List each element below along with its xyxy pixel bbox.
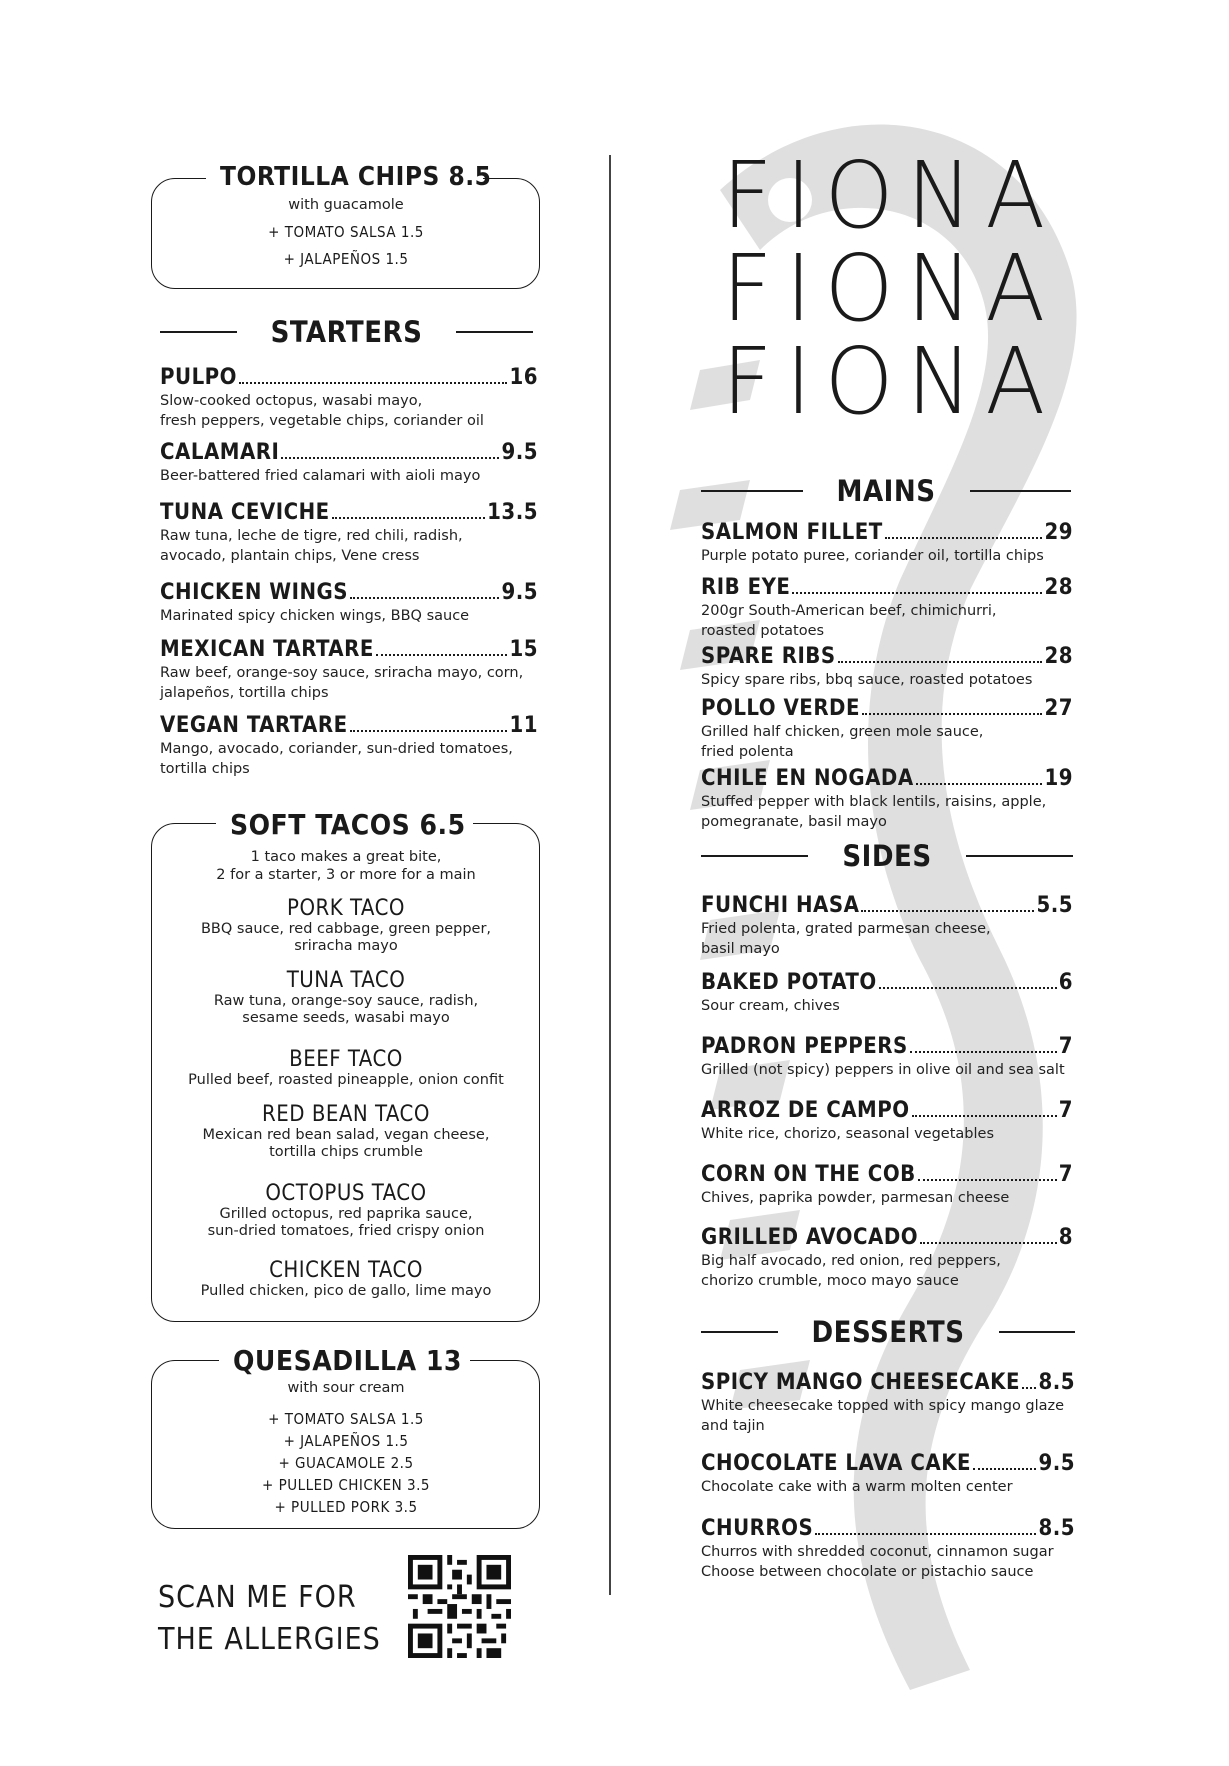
item-desc: Spicy spare ribs, bbq sauce, roasted potatoes [701,672,1033,688]
section-title: MAINS [836,474,936,508]
item-price: 29 [1044,520,1073,545]
menu-item [701,696,1073,761]
taco-item [151,1047,541,1089]
item-price: 8.5 [1038,1370,1075,1395]
menu-item [701,1034,1073,1079]
quesadilla-addon: + TOMATO SALSA 1.5 [268,1410,424,1428]
item-name: CHURROS [701,1516,814,1541]
taco-item [151,1181,541,1240]
item-desc: Marinated spicy chicken wings, BBQ sauce [160,608,470,624]
item-price: 9.5 [501,440,538,465]
item-name: VEGAN TARTARE [160,713,348,738]
taco-desc: sriracha mayo [294,938,398,954]
item-desc: and tajin [701,1418,765,1434]
tacos-intro: 1 taco makes a great bite, [250,849,442,865]
item-desc: Stuffed pepper with black lentils, raisins, apple, [701,794,1047,810]
item-desc: fresh peppers, vegetable chips, coriander oil [160,413,484,429]
section-title: SIDES [842,839,932,873]
item-desc: Slow-cooked octopus, wasabi mayo, [160,393,423,409]
item-name: PADRON PEPPERS [701,1034,908,1059]
menu-item [160,440,538,485]
item-desc: Raw beef, orange-soy sauce, sriracha mayo, corn, [160,665,524,681]
section-title: DESSERTS [811,1315,965,1349]
quesadilla-subtitle: with sour cream [287,1380,405,1396]
item-desc: jalapeños, tortilla chips [160,685,329,701]
item-desc: Chocolate cake with a warm molten center [701,1479,1013,1495]
menu-item [160,500,538,565]
menu-item [701,520,1073,565]
item-desc: Chives, paprika powder, parmesan cheese [701,1190,1010,1206]
item-price: 7 [1058,1034,1073,1059]
item-desc: Raw tuna, leche de tigre, red chili, radish, [160,528,463,544]
menu-item [160,637,538,702]
menu-item [160,713,538,778]
item-price: 9.5 [501,580,538,605]
item-name: SALMON FILLET [701,520,883,545]
menu-item [160,365,538,430]
item-price: 5.5 [1036,893,1073,918]
item-name: FUNCHI HASA [701,893,860,918]
item-desc: Purple potato puree, coriander oil, tortilla chips [701,548,1044,564]
item-name: CALAMARI [160,440,280,465]
item-price: 7 [1058,1162,1073,1187]
item-name: SPICY MANGO CHEESECAKE [701,1370,1021,1395]
taco-item [151,968,541,1027]
item-price: 27 [1044,696,1073,721]
taco-desc: BBQ sauce, red cabbage, green pepper, [200,921,492,937]
menu-item [701,644,1073,689]
taco-desc: sesame seeds, wasabi mayo [242,1010,450,1026]
taco-item [151,896,541,955]
item-price: 6 [1058,970,1073,995]
allergies-line: THE ALLERGIES [158,1622,381,1657]
column-divider [609,155,611,1595]
taco-name: RED BEAN TACO [262,1102,430,1127]
taco-desc: Pulled chicken, pico de gallo, lime mayo [200,1283,492,1299]
item-desc: chorizo crumble, moco mayo sauce [701,1273,959,1289]
menu-item [701,766,1073,831]
item-price: 8 [1058,1225,1073,1250]
taco-item [151,1102,541,1161]
tortilla-addon: + JALAPEÑOS 1.5 [283,250,409,268]
item-name: RIB EYE [701,575,791,600]
item-name: CHILE EN NOGADA [701,766,914,791]
item-desc: Sour cream, chives [701,998,840,1014]
taco-desc: Mexican red bean salad, vegan cheese, [202,1127,490,1143]
taco-name: CHICKEN TACO [269,1258,423,1283]
item-price: 28 [1044,644,1073,669]
item-desc: 200gr South-American beef, chimichurri, [701,603,997,619]
item-name: PULPO [160,365,238,390]
brand-line: FIONA [722,328,1059,435]
item-desc: Mango, avocado, coriander, sun-dried tomatoes, [160,741,513,757]
taco-name: BEEF TACO [289,1047,403,1072]
quesadilla-title: QUESADILLA 13 [219,1344,470,1377]
item-name: CHOCOLATE LAVA CAKE [701,1451,972,1476]
menu-item [701,575,1073,640]
item-desc: Choose between chocolate or pistachio sauce [701,1564,1034,1580]
menu-item [701,970,1073,1015]
item-desc: Grilled half chicken, green mole sauce, [701,724,984,740]
menu-item [701,1451,1075,1496]
quesadilla-addon: + PULLED CHICKEN 3.5 [261,1476,431,1494]
menu-item [701,1225,1073,1290]
menu-item [701,1516,1075,1581]
item-desc: avocado, plantain chips, Vene cress [160,548,420,564]
item-desc: tortilla chips [160,761,250,777]
item-price: 16 [509,365,538,390]
menu-item [701,1370,1075,1435]
item-desc: Churros with shredded coconut, cinnamon sugar [701,1544,1054,1560]
item-desc: Big half avocado, red onion, red peppers, [701,1253,1001,1269]
item-price: 11 [509,713,538,738]
item-desc: roasted potatoes [701,623,825,639]
item-price: 7 [1058,1098,1073,1123]
item-price: 13.5 [487,500,538,525]
taco-desc: sun-dried tomatoes, fried crispy onion [207,1223,485,1239]
menu-item [701,1162,1073,1207]
brand-line: FIONA [722,235,1059,342]
item-name: SPARE RIBS [701,644,836,669]
menu-item [160,580,538,625]
item-desc: pomegranate, basil mayo [701,814,887,830]
brand-line: FIONA [722,142,1059,249]
section-title: STARTERS [270,315,423,349]
desserts-header [701,1315,1075,1349]
tacos-intro: 2 for a starter, 3 or more for a main [216,867,476,883]
taco-name: PORK TACO [287,896,405,921]
item-price: 9.5 [1038,1451,1075,1476]
taco-desc: Raw tuna, orange-soy sauce, radish, [213,993,479,1009]
item-name: TUNA CEVICHE [160,500,330,525]
item-desc: fried polenta [701,744,794,760]
taco-item [151,1258,541,1300]
taco-desc: tortilla chips crumble [269,1144,423,1160]
item-desc: Fried polenta, grated parmesan cheese, [701,921,991,937]
item-price: 8.5 [1038,1516,1075,1541]
sides-header [701,839,1073,873]
item-price: 15 [509,637,538,662]
qr-code[interactable] [408,1555,511,1658]
quesadilla-addon: + PULLED PORK 3.5 [274,1498,418,1516]
item-desc: Beer-battered fried calamari with aioli mayo [160,468,481,484]
tortilla-chips-title: TORTILLA CHIPS 8.5 [206,162,483,192]
taco-desc: Pulled beef, roasted pineapple, onion confit [188,1072,504,1088]
taco-name: TUNA TACO [286,968,406,993]
taco-name: OCTOPUS TACO [265,1181,427,1206]
menu-item [701,893,1073,958]
item-name: CHICKEN WINGS [160,580,349,605]
item-name: BAKED POTATO [701,970,877,995]
menu-item [701,1098,1073,1143]
item-name: POLLO VERDE [701,696,861,721]
item-name: ARROZ DE CAMPO [701,1098,910,1123]
allergies-line: SCAN ME FOR [158,1580,357,1615]
item-name: CORN ON THE COB [701,1162,916,1187]
item-price: 19 [1044,766,1073,791]
taco-desc: Grilled octopus, red paprika sauce, [219,1206,473,1222]
item-name: MEXICAN TARTARE [160,637,374,662]
tortilla-chips-subtitle: with guacamole [288,197,404,213]
quesadilla-addon: + GUACAMOLE 2.5 [278,1454,414,1472]
item-name: GRILLED AVOCADO [701,1225,919,1250]
item-price: 28 [1044,575,1073,600]
soft-tacos-title: SOFT TACOS 6.5 [216,808,473,841]
item-desc: basil mayo [701,941,780,957]
item-desc: Grilled (not spicy) peppers in olive oil and sea salt [701,1062,1065,1078]
item-desc: White cheesecake topped with spicy mango glaze [701,1398,1065,1414]
tortilla-addon: + TOMATO SALSA 1.5 [268,223,424,241]
mains-header [701,474,1071,508]
quesadilla-addon: + JALAPEÑOS 1.5 [283,1432,409,1450]
starters-header [160,315,533,349]
item-desc: White rice, chorizo, seasonal vegetables [701,1126,995,1142]
